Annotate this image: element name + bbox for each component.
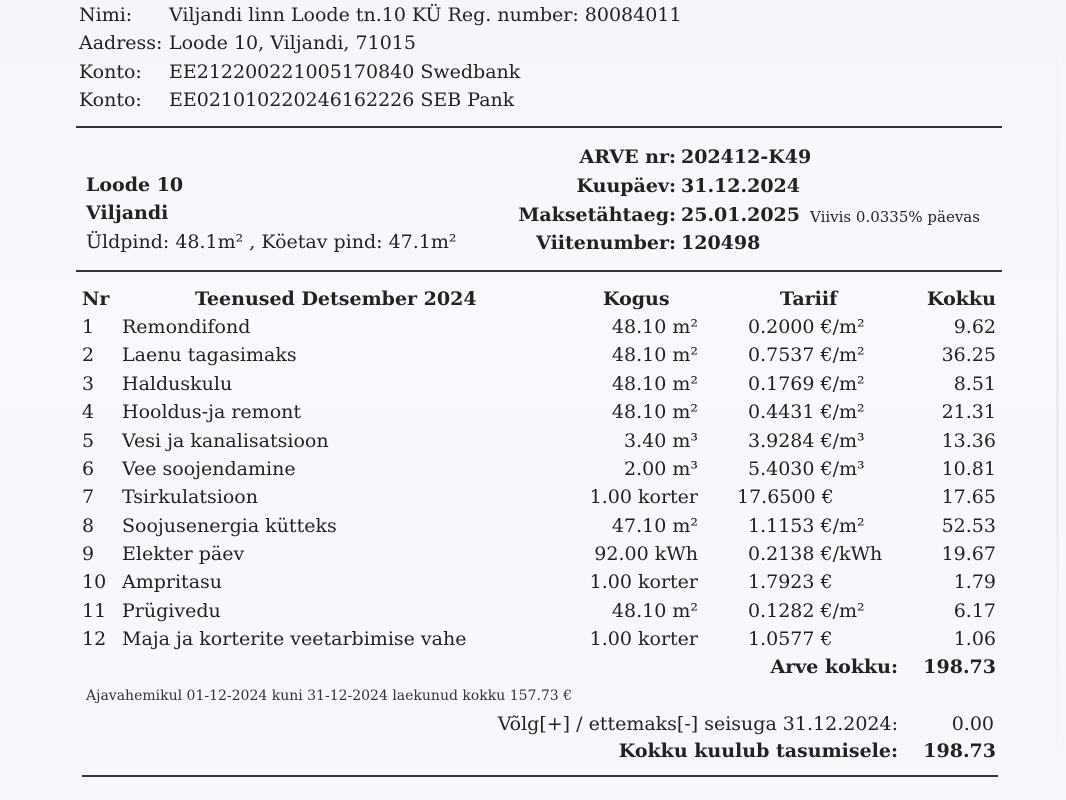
row-nr: 3	[82, 373, 95, 395]
kuupaev-label: Kuupäev:	[576, 175, 676, 197]
row-rate: 0.2000 €/m²	[748, 316, 865, 338]
row-rate: 3.9284 €/m³	[748, 430, 865, 452]
row-name: Prügivedu	[122, 600, 221, 622]
row-qty: 1.00 korter	[589, 571, 698, 593]
period-note: Ajavahemikul 01-12-2024 kuni 31-12-2024 laekunud kokku 157.73 €	[86, 688, 573, 704]
arve-nr-value: 202412-K49	[681, 146, 812, 168]
row-total: 17.65	[941, 486, 996, 508]
page-edge-shadow	[1056, 0, 1059, 800]
konto1-label: Konto:	[79, 61, 142, 83]
nimi-value: Viljandi linn Loode tn.10 KÜ Reg. number: 80084011	[169, 4, 682, 26]
address-city: Viljandi	[86, 202, 169, 224]
maksetahtaeg-value: 25.01.2025	[681, 204, 800, 226]
table-row	[0, 316, 1066, 344]
row-nr: 5	[82, 430, 95, 452]
divider-top	[76, 126, 1002, 128]
row-name: Laenu tagasimaks	[122, 344, 297, 366]
table-row	[0, 486, 1066, 514]
row-qty: 2.00 m³	[624, 458, 698, 480]
balance-label: Võlg[+] / ettemaks[-] seisuga 31.12.2024:	[497, 713, 898, 735]
table-row	[0, 344, 1066, 372]
table-row	[0, 430, 1066, 458]
divider-bottom	[82, 775, 998, 777]
aadress-value: Loode 10, Viljandi, 71015	[169, 32, 416, 54]
row-nr: 9	[82, 543, 95, 565]
row-nr: 10	[82, 571, 107, 593]
table-row	[0, 600, 1066, 628]
row-rate: 0.4431 €/m²	[748, 401, 865, 423]
row-nr: 8	[82, 515, 95, 537]
row-total: 8.51	[953, 373, 996, 395]
address-street: Loode 10	[86, 174, 184, 196]
konto2-value: EE021010220246162226 SEB Pank	[169, 89, 515, 111]
row-qty: 92.00 kWh	[594, 543, 698, 565]
row-rate: 0.1282 €/m²	[748, 600, 865, 622]
table-row	[0, 458, 1066, 486]
header-service: Teenused Detsember 2024	[195, 288, 477, 310]
table-row	[0, 543, 1066, 571]
row-total: 6.17	[953, 600, 996, 622]
table-row	[0, 401, 1066, 429]
row-qty: 1.00 korter	[589, 486, 698, 508]
row-name: Maja ja korterite veetarbimise vahe	[122, 628, 467, 650]
row-total: 10.81	[941, 458, 996, 480]
row-total: 1.79	[953, 571, 996, 593]
row-total: 13.36	[941, 430, 996, 452]
row-nr: 2	[82, 344, 95, 366]
row-total: 52.53	[941, 515, 996, 537]
row-qty: 48.10 m²	[611, 344, 698, 366]
row-qty: 48.10 m²	[611, 600, 698, 622]
row-nr: 6	[82, 458, 95, 480]
arve-nr-label: ARVE nr:	[579, 146, 676, 168]
row-rate: 1.0577 €	[748, 628, 833, 650]
row-qty: 1.00 korter	[589, 628, 698, 650]
row-rate: 1.1153 €/m²	[748, 515, 865, 537]
viitenumber-value: 120498	[681, 232, 761, 254]
row-rate: 0.1769 €/m²	[748, 373, 865, 395]
row-name: Halduskulu	[122, 373, 233, 395]
divider-mid	[76, 270, 1002, 272]
viitenumber-label: Viitenumber:	[536, 232, 676, 254]
row-total: 21.31	[941, 401, 996, 423]
row-rate: 1.7923 €	[748, 571, 833, 593]
row-qty: 3.40 m³	[624, 430, 698, 452]
row-nr: 11	[82, 600, 107, 622]
address-areas: Üldpind: 48.1m² , Köetav pind: 47.1m²	[86, 231, 457, 253]
aadress-label: Aadress:	[79, 32, 163, 54]
row-name: Ampritasu	[122, 571, 223, 593]
header-nr: Nr	[82, 288, 110, 310]
table-row	[0, 515, 1066, 543]
row-qty: 48.10 m²	[611, 401, 698, 423]
konto2-label: Konto:	[79, 89, 142, 111]
row-qty: 48.10 m²	[611, 316, 698, 338]
row-total: 9.62	[953, 316, 996, 338]
konto1-value: EE212200221005170840 Swedbank	[169, 61, 521, 83]
table-row	[0, 628, 1066, 656]
header-qty: Kogus	[603, 288, 670, 310]
row-rate: 5.4030 €/m³	[748, 458, 865, 480]
row-name: Remondifond	[122, 316, 251, 338]
arve-kokku-value: 198.73	[923, 656, 996, 678]
kokku-tasumisele-value: 198.73	[923, 740, 996, 762]
row-name: Tsirkulatsioon	[122, 486, 258, 508]
kokku-tasumisele-label: Kokku kuulub tasumisele:	[618, 740, 898, 762]
row-name: Vesi ja kanalisatsioon	[122, 430, 329, 452]
row-total: 1.06	[953, 628, 996, 650]
table-row	[0, 373, 1066, 401]
table-row	[0, 571, 1066, 599]
maksetahtaeg-label: Maksetähtaeg:	[518, 204, 676, 226]
row-total: 36.25	[941, 344, 996, 366]
row-rate: 0.7537 €/m²	[748, 344, 865, 366]
balance-value: 0.00	[951, 713, 994, 735]
header-rate: Tariif	[780, 288, 838, 310]
row-nr: 1	[82, 316, 95, 338]
viivis-note: Viivis 0.0335% päevas	[810, 208, 980, 226]
row-total: 19.67	[941, 543, 996, 565]
row-rate: 0.2138 €/kWh	[748, 543, 883, 565]
row-rate: 17.6500 €	[737, 486, 834, 508]
row-name: Hooldus-ja remont	[122, 401, 302, 423]
row-name: Soojusenergia kütteks	[122, 515, 337, 537]
row-qty: 48.10 m²	[611, 373, 698, 395]
row-name: Elekter päev	[122, 543, 245, 565]
kuupaev-value: 31.12.2024	[681, 175, 800, 197]
nimi-label: Nimi:	[79, 4, 133, 26]
row-nr: 7	[82, 486, 95, 508]
row-nr: 4	[82, 401, 95, 423]
header-total: Kokku	[927, 288, 996, 310]
arve-kokku-label: Arve kokku:	[770, 656, 898, 678]
row-qty: 47.10 m²	[611, 515, 698, 537]
row-nr: 12	[82, 628, 107, 650]
row-name: Vee soojendamine	[122, 458, 296, 480]
